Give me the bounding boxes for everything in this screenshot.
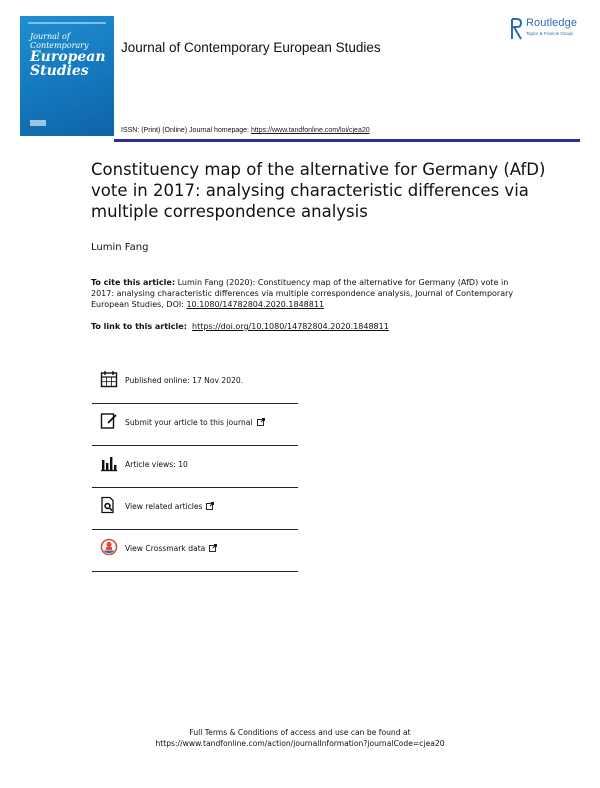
issn-text: ISSN: (Print) (Online) Journal homepage: [121, 127, 251, 134]
cover-title-line-2: Contemporary [30, 41, 89, 50]
submit-article-row [125, 418, 265, 427]
publisher-tagline: Taylor & Francis Group [526, 31, 573, 36]
article-doi-url[interactable]: https://doi.org/10.1080/14782804.2020.1848811 [192, 322, 389, 331]
article-views-text: Article views: 10 [125, 460, 188, 469]
article-actions-list [92, 362, 298, 572]
submit-article-item[interactable] [92, 404, 298, 446]
submit-article-link[interactable]: Submit your article to this journal [125, 418, 253, 427]
published-online-text: Published online: 17 Nov 2020. [125, 376, 244, 385]
article-views-item [92, 446, 298, 488]
publisher-name: Routledge [526, 17, 578, 29]
journal-homepage-link[interactable]: https://www.tandfonline.com/loi/cjea20 [250, 127, 370, 134]
related-articles-link[interactable]: View related articles [125, 502, 203, 511]
calendar-icon [100, 370, 118, 388]
related-articles-row [125, 502, 214, 511]
footer [0, 727, 600, 749]
crossmark-item[interactable] [92, 530, 298, 572]
citation-doi-link[interactable]: 10.1080/14782804.2020.1848811 [186, 300, 325, 309]
article-author: Lumin Fang [91, 242, 149, 253]
cover-title-line-1: Journal of [30, 32, 70, 41]
citation-label: To cite this article: [91, 278, 176, 287]
journal-title: Journal of Contemporary European Studies [121, 40, 381, 55]
external-link-icon [209, 544, 217, 552]
cover-top-bar [28, 22, 106, 24]
crossmark-icon [100, 538, 118, 556]
external-link-icon [257, 418, 265, 426]
related-articles-item[interactable] [92, 488, 298, 530]
published-online-item [92, 362, 298, 404]
routledge-r-icon [510, 17, 523, 41]
external-link-icon [206, 502, 214, 510]
header-divider [114, 139, 580, 142]
search-document-icon [100, 496, 118, 514]
citation-text: Lumin Fang (2020): Constituency map of the alternative for Germany (AfD) vote in 2017: analysing characteristic differences via multiple correspondence analysis, Journal of Contemporary European Studies, DOI: [91, 278, 514, 309]
cover-title-line-4: Studies [30, 63, 89, 79]
crossmark-row [125, 544, 217, 553]
article-link-line [91, 322, 389, 331]
routledge-logo [510, 17, 590, 43]
edit-document-icon [100, 412, 118, 430]
footer-terms-link[interactable]: https://www.tandfonline.com/action/journalInformation?journalCode=cjea20 [155, 739, 445, 748]
footer-terms-text: Full Terms & Conditions of access and use can be found at [189, 728, 411, 737]
journal-cover-image [20, 16, 114, 136]
article-link-label: To link to this article: [91, 322, 187, 331]
bar-chart-icon [100, 454, 118, 472]
cover-title-line-3: European [30, 49, 106, 65]
citation-block [91, 277, 531, 310]
crossmark-link[interactable]: View Crossmark data [125, 544, 206, 553]
article-title: Constituency map of the alternative for Germany (AfD) vote in 2017: analysing characteristic differences via multiple correspondence analysis [91, 160, 546, 221]
cover-publisher-mark [30, 120, 46, 126]
issn-line [121, 127, 370, 134]
